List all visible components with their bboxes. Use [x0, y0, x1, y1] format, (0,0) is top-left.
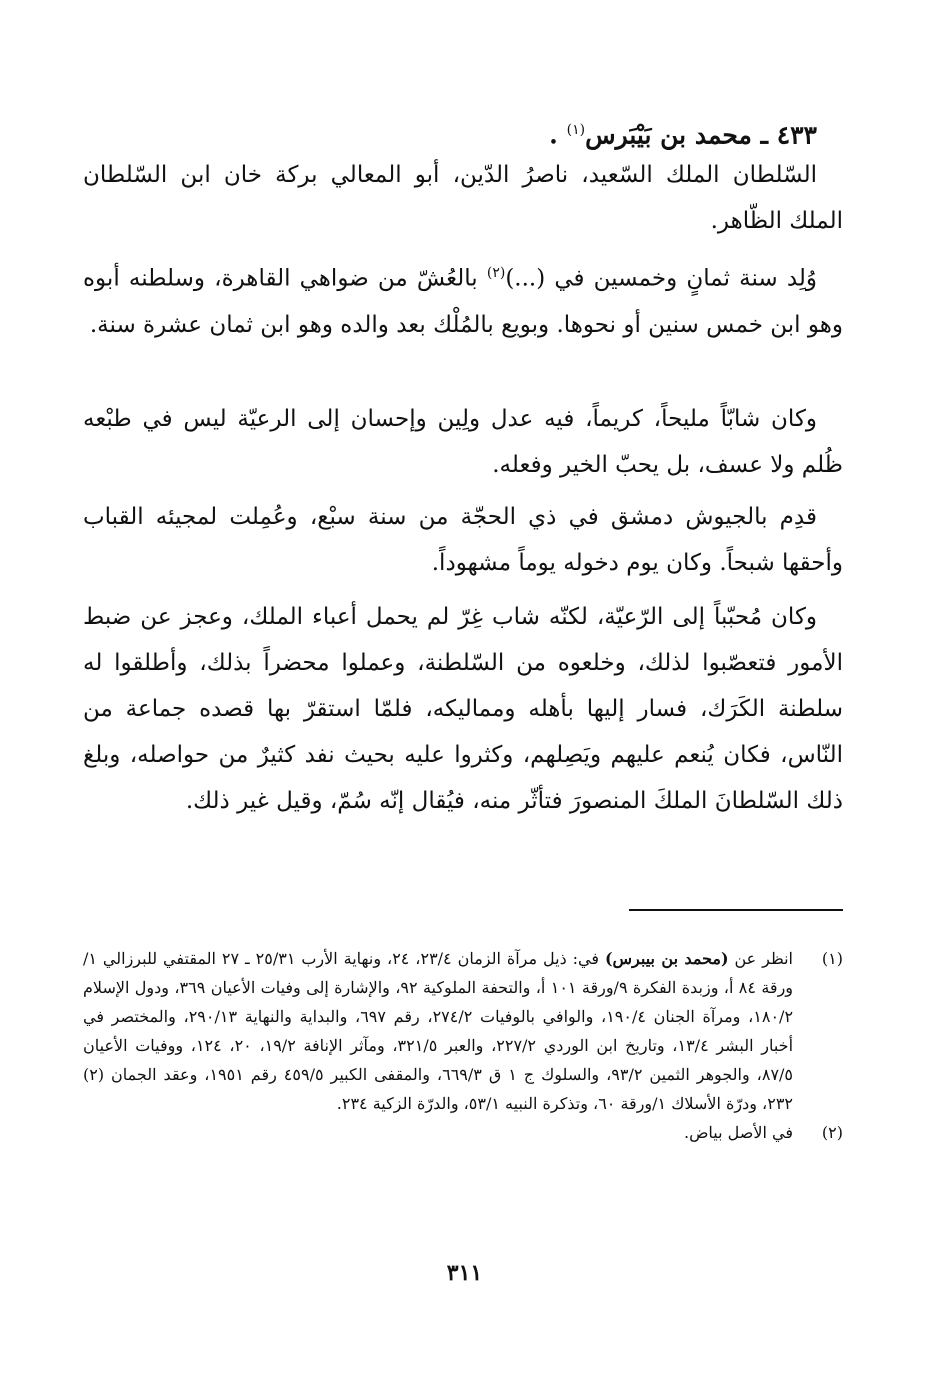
entry-number: ٤٣٣ — [776, 120, 817, 150]
paragraph-text: وكان شابّاً مليحاً، كريماً، فيه عدل ولِين وإحسان إلى الرعيّة ليس في طبْعه ظُلم ولا عسف، بل يحبّ الخير وفعله. — [83, 406, 843, 478]
footnote-subject: (محمد بن بيبرس) — [604, 949, 729, 968]
footnotes — [83, 944, 843, 1147]
paragraph-character — [83, 396, 843, 488]
entry-name: محمد بن بَيْبَرس — [585, 120, 752, 150]
footnote-divider — [629, 909, 843, 911]
entry-footnote-ref[interactable]: (١) — [566, 122, 586, 138]
footnote-sources: في: ذيل مرآة الزمان ٢٣/٤، ٢٤، ونهاية الأرب ٢٥/٣١ ـ ٢٧ المقتفي للبرزالي ١/ورقة ٨٤ أ، وزبدة الفكرة ٩/ورقة ١٠١ أ، والتحفة الملوكية ٩٢، والإشارة إلى وفيات الأعيان ٣٦٩، ودول الإسلام ١٨٠/٢، ومرآة الجنان ١٩٠/٤، والوافي بالوفيات ٢٧٤/٢، رقم ٦٩٧، والبداية والنهاية ٢٩٠/١٣، والمختصر في أخبار البشر ١٣/٤، وتاريخ ابن الوردي ٢٢٧/٢، والعبر ٣٢١/٥، ومآثر الإنافة ١٩/٢، ٢٠، ١٢٤، ووفيات الأعيان ٨٧/٥، والجوهر الثمين ٩٣/٢، والسلوك ج ١ ق ٦٦٩/٣، والمقفى الكبير ٤٥٩/٥ رقم ١٩٥١، وعقد الجمان (٢) ٢٣٢، ودرّة الأسلاك ١/ورقة ٦٠، وتذكرة النبيه ٥٣/١، والدرّة الزكية ٢٣٤. — [83, 949, 794, 1113]
footnote-2 — [83, 1118, 843, 1147]
footnote-lead: انظر عن — [728, 949, 793, 968]
entry-dash: ـ — [760, 120, 768, 150]
footnote-ref-2[interactable]: (٢) — [486, 265, 506, 281]
paragraph-lineage — [83, 152, 843, 244]
paragraph-text: السّلطان الملك السّعيد، ناصرُ الدّين، أبو المعالي بركة خان ابن السّلطان الملك الظّاهر. — [83, 162, 843, 234]
footnote-text — [83, 944, 793, 1118]
paragraph-birth — [83, 250, 843, 348]
footnote-number: (١) — [821, 949, 843, 968]
footnote-number: (٢) — [821, 1123, 843, 1142]
paragraph-text: وكان مُحبّباً إلى الرّعيّة، لكنّه شاب غِرّ لم يحمل أعباء الملك، وعجز عن ضبط الأمور فتعصّبوا لذلك، وخلعوه من السّلطنة، وعملوا محضراً بذلك، وأطلقوا له سلطنة الكَرَك، فسار إليها بأهله ومماليكه، فلمّا استقرّ بها قصده جماعة من النّاس، فكان يُنعم عليهم ويَصِلهم، وكثروا عليه بحيث نفد كثيرٌ من حواصله، وبلغ ذلك السّلطانَ الملكَ المنصورَ فتأثّر منه، فيُقال إنّه سُمّ، وقيل غير ذلك. — [83, 604, 843, 814]
footnote-1 — [83, 944, 843, 1118]
paragraph-deposition — [83, 594, 843, 824]
footnote-text: في الأصل بياض. — [683, 1123, 793, 1142]
paragraph-damascus — [83, 494, 843, 586]
paragraph-text-after-note: بالعُشّ من ضواهي القاهرة، وسلطنه أبوه وهو ابن خمس سنين أو نحوها. وبويع بالمُلْك بعد والده وهو ابن ثمان عشرة سنة. — [83, 265, 843, 338]
paragraph-text-before-note: وُلِد سنة ثمانٍ وخمسين في (...) — [505, 265, 818, 292]
page-number: ٣١١ — [446, 1260, 483, 1286]
paragraph-text: قدِم بالجيوش دمشق في ذي الحجّة من سنة سبْع، وعُمِلت لمجيئه القباب وأحقها شبحاً. وكان يوم دخوله يوماً مشهوداً. — [83, 504, 843, 576]
entry-end-mark: . — [549, 120, 558, 150]
entry-heading — [549, 110, 817, 155]
